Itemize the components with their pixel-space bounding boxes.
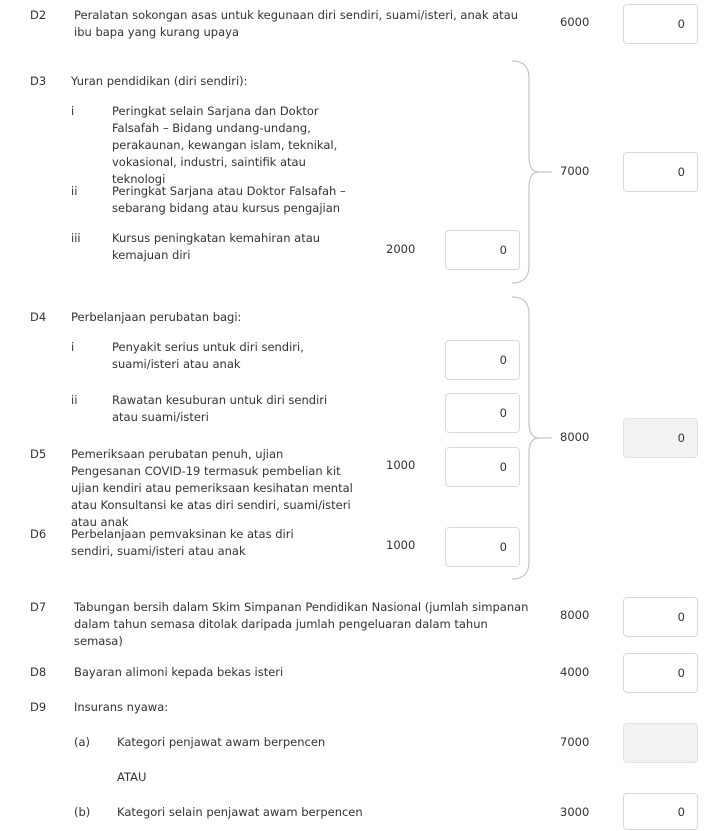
d2-limit: 6000 — [560, 15, 590, 29]
d7-limit: 8000 — [560, 608, 590, 622]
d5-limit: 1000 — [386, 458, 416, 472]
d2-code: D2 — [30, 8, 47, 22]
d3-i-roman: i — [71, 104, 75, 118]
d5-code: D5 — [30, 447, 47, 461]
d5-label: Pemeriksaan perubatan penuh, ujian Pengesanan COVID-19 termasuk pembelian kit ujian kendiri atau pemeriksaan kesihatan mental atau Konsultansi ke atas diri sendiri, suami/isteri atau anak — [71, 447, 353, 529]
d3-iii-limit: 2000 — [386, 242, 416, 256]
d8-code: D8 — [30, 665, 47, 679]
d9-label: Insurans nyawa: — [74, 700, 169, 714]
d2-label: Peralatan sokongan asas untuk kegunaan diri sendiri, suami/isteri, anak atau ibu bapa yang kurang upaya — [74, 8, 519, 39]
d4-i-roman: i — [71, 340, 75, 354]
d3-amount-input[interactable]: 0 — [623, 152, 698, 192]
d2-amount-input[interactable]: 0 — [623, 4, 698, 44]
d4-ii-label: Rawatan kesuburan untuk diri sendiri atau suami/isteri — [112, 393, 328, 424]
d9-b-amount-input[interactable]: 0 — [623, 793, 698, 830]
d6-limit: 1000 — [386, 538, 416, 552]
d9-or-label: ATAU — [117, 770, 147, 784]
d9-a-letter: (a) — [74, 735, 91, 749]
d3-ii-roman: ii — [71, 184, 78, 198]
d4-ii-roman: ii — [71, 393, 78, 407]
d6-amount-input[interactable]: 0 — [445, 527, 520, 567]
d3-iii-amount-input[interactable]: 0 — [445, 230, 520, 270]
d4-code: D4 — [30, 310, 47, 324]
medical-group-limit: 8000 — [560, 430, 590, 444]
d4-label: Perbelanjaan perubatan bagi: — [71, 310, 242, 324]
d3-ii-label: Peringkat Sarjana atau Doktor Falsafah – sebarang bidang atau kursus pengajian — [112, 184, 346, 215]
d7-code: D7 — [30, 600, 47, 614]
medical-group-total: 0 — [623, 418, 698, 458]
d9-a-amount-input — [623, 723, 698, 763]
d4-i-label: Penyakit serius untuk diri sendiri, suami/isteri atau anak — [112, 340, 304, 371]
d3-label: Yuran pendidikan (diri sendiri): — [71, 74, 248, 88]
d3-iii-label: Kursus peningkatan kemahiran atau kemajuan diri — [112, 231, 321, 262]
d9-b-limit: 3000 — [560, 805, 590, 819]
d9-a-label: Kategori penjawat awam berpencen — [117, 735, 326, 749]
d4-i-amount-input[interactable]: 0 — [445, 340, 520, 380]
d7-amount-input[interactable]: 0 — [623, 597, 698, 637]
d7-label: Tabungan bersih dalam Skim Simpanan Pendidikan Nasional (jumlah simpanan dalam tahun semasa ditolak daripada jumlah pengeluaran dalam tahun semasa) — [74, 600, 529, 648]
d9-b-letter: (b) — [74, 805, 91, 819]
d6-code: D6 — [30, 527, 47, 541]
d6-label: Perbelanjaan pemvaksinan ke atas diri sendiri, suami/isteri atau anak — [71, 527, 294, 558]
d8-amount-input[interactable]: 0 — [623, 653, 698, 693]
d5-amount-input[interactable]: 0 — [445, 447, 520, 487]
d4-ii-amount-input[interactable]: 0 — [445, 393, 520, 433]
d3-iii-roman: iii — [71, 231, 81, 245]
d9-code: D9 — [30, 700, 47, 714]
d8-limit: 4000 — [560, 665, 590, 679]
d9-b-label: Kategori selain penjawat awam berpencen — [117, 805, 363, 819]
d3-i-label: Peringkat selain Sarjana dan Doktor Falsafah – Bidang undang-undang, perakaunan, kewangan islam, teknikal, vokasional, industri, saintifik atau teknologi — [112, 104, 338, 186]
d3-code: D3 — [30, 74, 47, 88]
d8-label: Bayaran alimoni kepada bekas isteri — [74, 665, 284, 679]
d9-a-limit: 7000 — [560, 735, 590, 749]
d3-limit: 7000 — [560, 164, 590, 178]
